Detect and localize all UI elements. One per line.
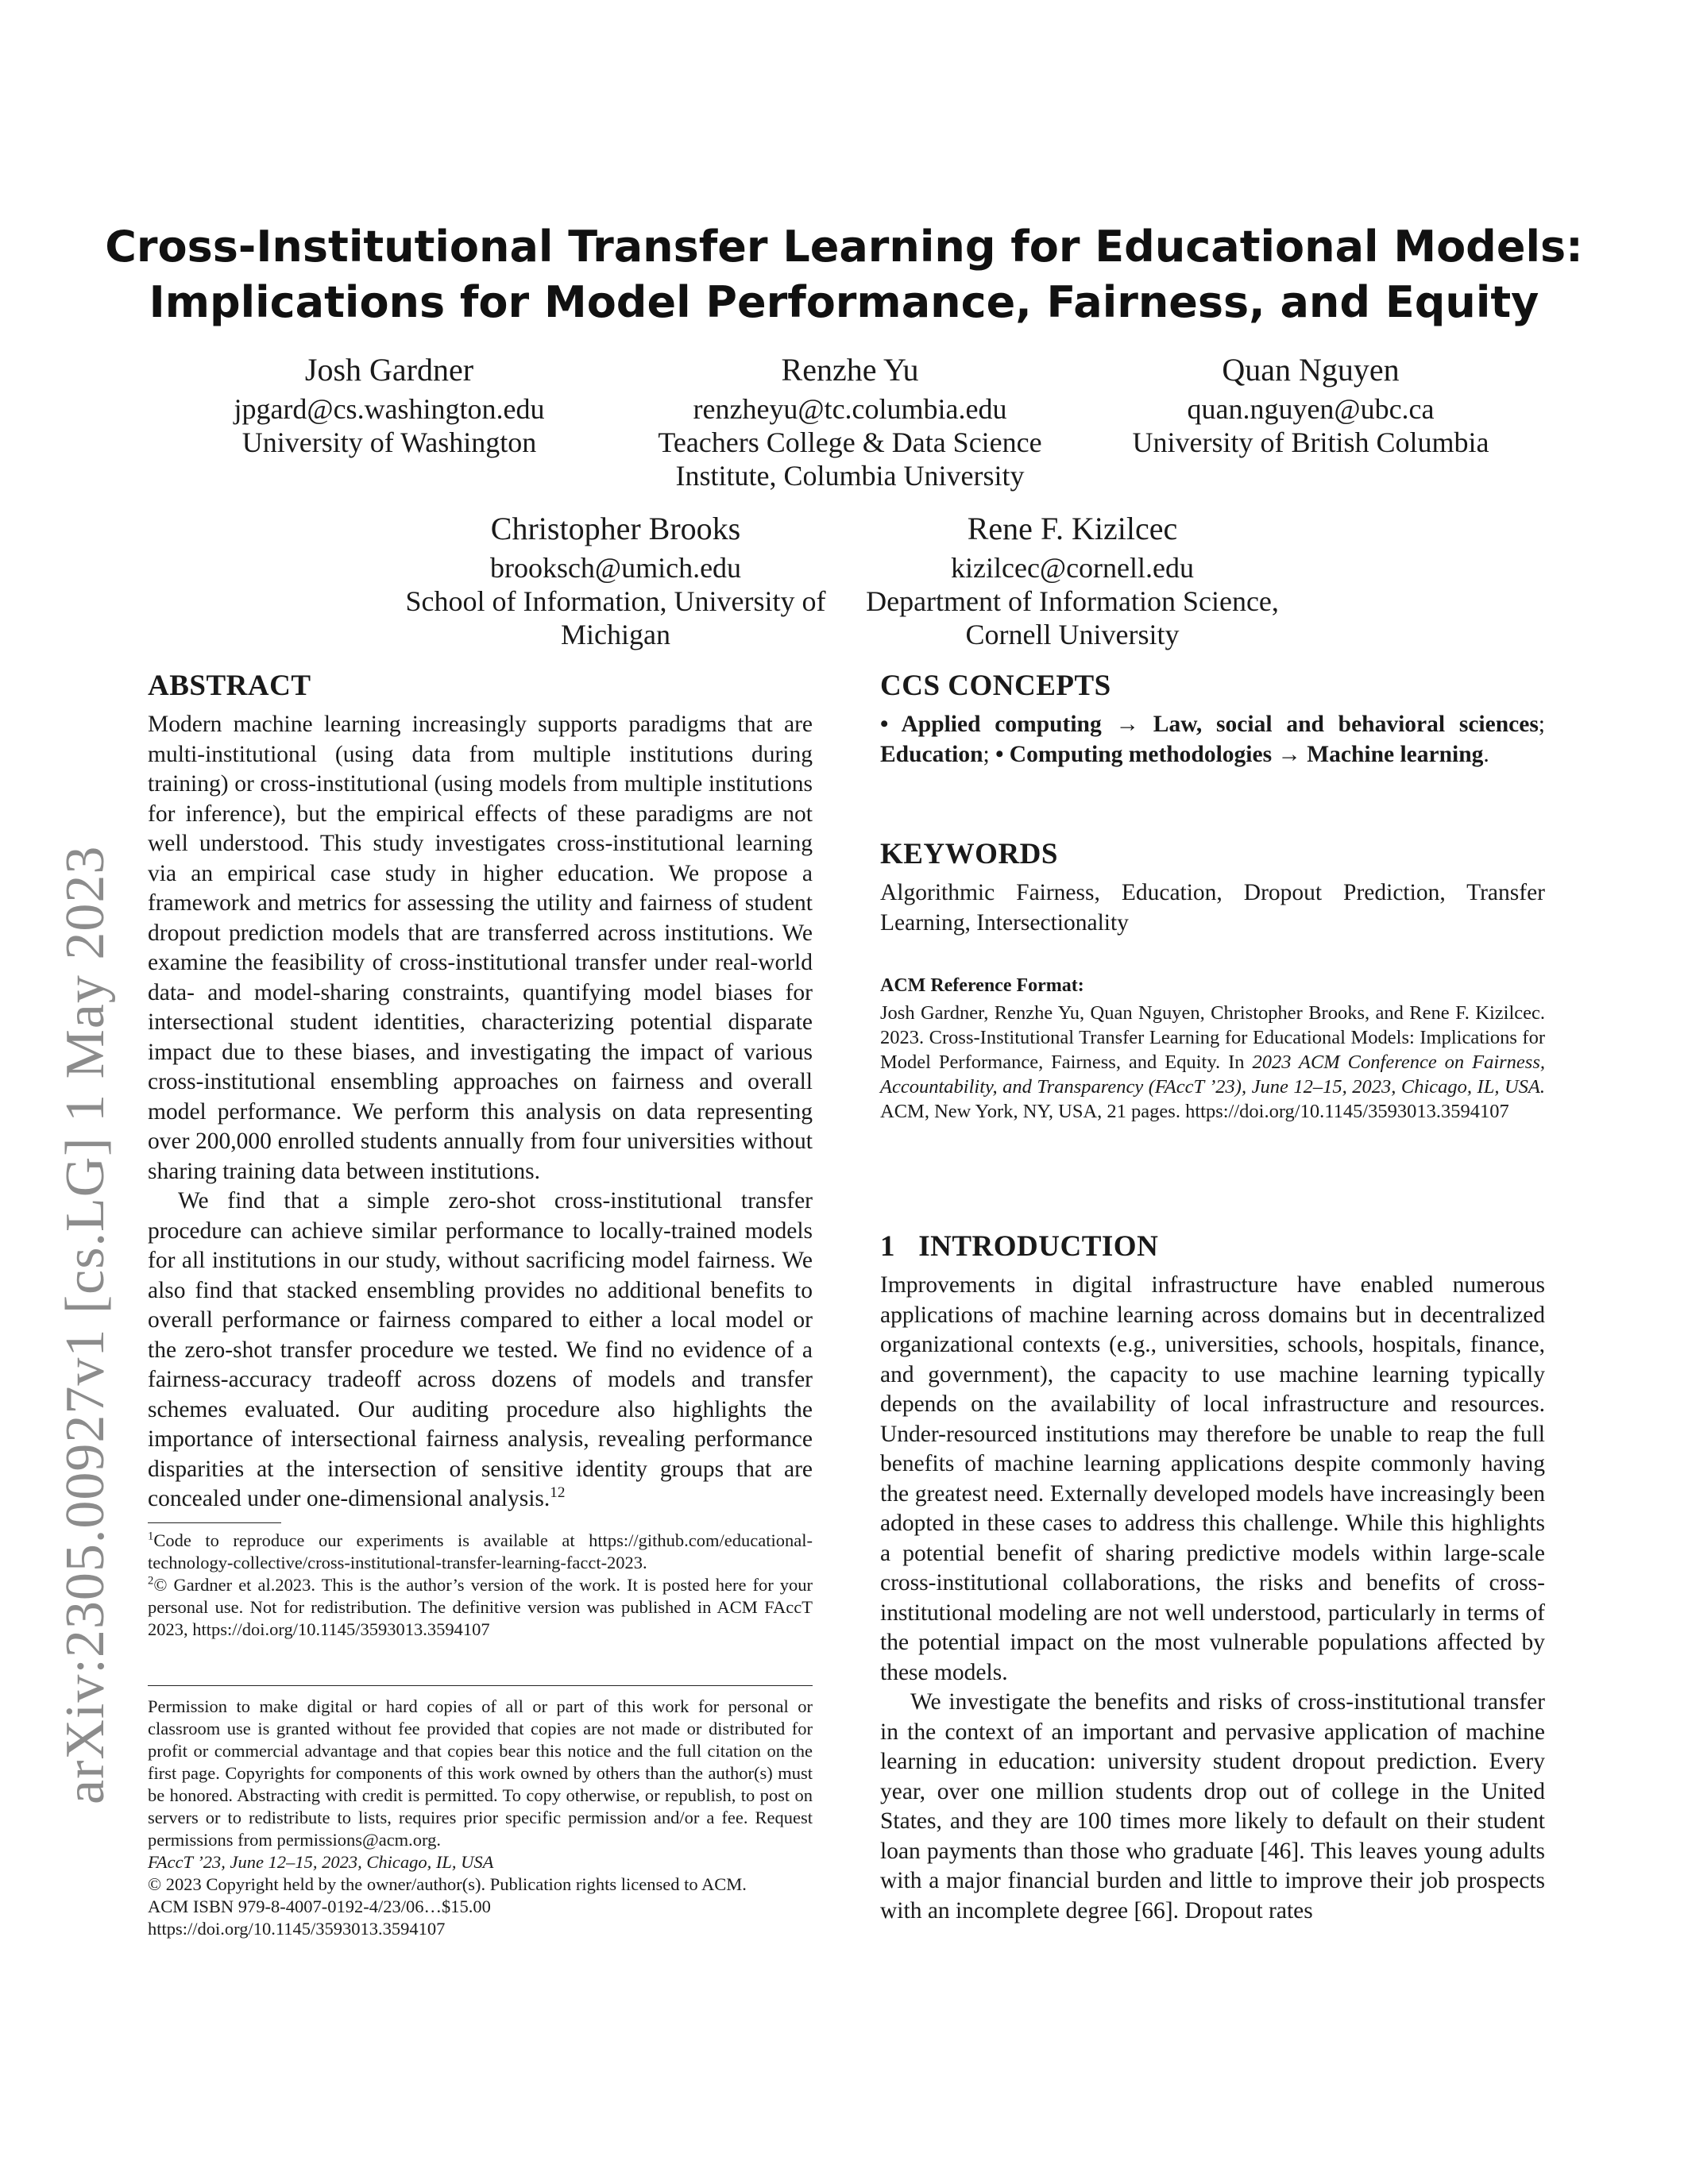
footnote-1-text: Code to reproduce our experiments is available at https://github.com/educational-technology-collective/cross-institutional-transfer-learning-facct-2023. (148, 1530, 813, 1572)
author-email: brooksch@umich.edu (489, 552, 742, 584)
introduction-heading: 1 INTRODUCTION (880, 1230, 1159, 1263)
author-affiliation: Institute, Columbia University (675, 460, 1025, 492)
author-email: renzheyu@tc.columbia.edu (693, 393, 1007, 425)
author-name: Christopher Brooks (490, 511, 741, 546)
abstract-heading: ABSTRACT (148, 669, 311, 702)
ccs-separator: ; (1538, 712, 1545, 737)
author-affiliation: University of British Columbia (1132, 426, 1489, 458)
conference-venue-text: FAccT ’23, June 12–15, 2023, Chicago, IL, USA (148, 1852, 494, 1872)
ccs-concept-3: • Computing methodologies → Machine learning (995, 741, 1484, 767)
ccs-concepts-section (880, 669, 1545, 770)
abstract-paragraph-1: Modern machine learning increasingly supports paradigms that are multi-institutional (using data from multiple institutions during training) or cross-institutional (using models from multiple institutions for inference), but the empirical effects of these paradigms are not well understood. This study investigates cross-institutional learning via an empirical case study in higher education. We propose a framework and metrics for assessing the utility and fairness of student dropout prediction models that are transferred across institutions. We examine the feasibility of cross-institutional transfer under real-world data- and model-sharing constraints, quantifying model biases for intersectional student identities, characterizing potential disparate impact due to these biases, and investigating the impact of various cross-institutional ensembling approaches on fairness and overall model performance. We perform this analysis on data representing over 200,000 enrolled students annually from four universities without sharing training data between institutions. (148, 712, 813, 1184)
footnote-1 (148, 1530, 813, 1574)
permission-block (148, 1685, 813, 1940)
ccs-separator: ; (983, 741, 996, 767)
doi-line: https://doi.org/10.1145/3593013.3594107 (148, 1919, 446, 1939)
author-name: Josh Gardner (304, 352, 474, 388)
conference-venue (148, 1851, 813, 1873)
abstract-section (148, 669, 813, 1515)
copyright-line: © 2023 Copyright held by the owner/author(s). Publication rights licensed to ACM. (148, 1874, 747, 1894)
introduction-paragraph-2: We investigate the benefits and risks of cross-institutional transfer in the context of an important and pervasive application of machine learning in education: university student dropout prediction. Every year, over one million students drop out of college in the United States, and they are 100 times more likely to default on their student loan payments than those who graduate [46]. This leaves young adults with a major financial burden and little to improve their job prospects with an incomplete degree [66]. Dropout rates (880, 1689, 1545, 1924)
author-name: Renzhe Yu (781, 352, 919, 388)
abstract-paragraph-2 (148, 1187, 813, 1515)
author-affiliation: Michigan (561, 619, 670, 650)
permission-rule (148, 1685, 813, 1686)
author-block (1096, 351, 1525, 459)
footnote-2-text: © Gardner et al.2023. This is the author’s version of the work. It is posted here for your personal use. Not for redistribution. The definitive version was published in ACM FAccT 2023, https://doi.org/10.1145/3593013.3594107 (148, 1575, 813, 1639)
paper-title (0, 219, 1688, 330)
author-name: Quan Nguyen (1222, 352, 1400, 388)
arxiv-identifier: arXiv:2305.00927v1 [cs.LG] 1 May 2023 (55, 845, 116, 1804)
abstract-paragraph-2-text: We find that a simple zero-shot cross-institutional transfer procedure can achieve similar performance to locally-trained models for all institutions in our study, without sacrificing model fairness. We also find that stacked ensembling provides no additional benefits to overall performance or fairness compared to either a local model or the zero-shot transfer procedure we tested. We find no evidence of a fairness-accuracy tradeoff across dozens of models and transfer schemes evaluated. Our auditing procedure also highlights the importance of intersectional fairness analysis, revealing performance disparities at the intersection of sensitive identity groups that are concealed under one-dimensional analysis. (148, 1188, 813, 1511)
introduction-paragraph-1: Improvements in digital infrastructure have enabled numerous applications of machine learning across domains but in decentralized organizational contexts (e.g., universities, schools, hospitals, finance, and government), the capacity to use machine learning typically depends on the availability of local infrastructure and resources. Under-resourced institutions may therefore be unable to reap the full benefits of machine learning applications despite commonly having the greatest need. Externally developed models have increasingly been adopted in these cases to address this challenge. While this highlights a potential benefit of sharing predictive models within large-scale cross-institutional collaborations, the risks and benefits of cross-institutional modeling are not well understood, particularly in terms of the potential impact on the most vulnerable populations affected by these models. (880, 1272, 1545, 1685)
author-email: quan.nguyen@ubc.ca (1187, 393, 1435, 425)
author-affiliation: University of Washington (241, 426, 537, 458)
ccs-concepts-text (880, 710, 1545, 770)
author-block (191, 351, 588, 459)
ccs-concept-2: Education (880, 741, 983, 767)
acm-reference-publisher: ACM, New York, NY, USA, 21 pages. https://doi.org/10.1145/3593013.3594107 (880, 1101, 1509, 1122)
permission-text: Permission to make digital or hard copies of all or part of this work for personal or classroom use is granted without fee provided that copies are not made or distributed for profit or commercial advantage and that copies bear this notice and the full citation on the first page. Copyrights for components of this work owned by others than the author(s) must be honored. Abstracting with credit is permitted. To copy otherwise, or republish, to post on servers or to redistribute to lists, requires prior specific permission and/or a fee. Request permissions from permissions@acm.org. (148, 1696, 813, 1850)
footnote-2-mark: 2 (148, 1574, 154, 1588)
footnotes (148, 1530, 813, 1641)
ccs-concept-1: • Applied computing → Law, social and behavioral sciences (880, 712, 1539, 737)
keywords-section (880, 837, 1545, 938)
footnote-reference: 12 (550, 1484, 566, 1502)
footnote-1-mark: 1 (148, 1530, 154, 1543)
author-email: jpgard@cs.washington.edu (234, 393, 545, 425)
title-line-1: Cross-Institutional Transfer Learning for Educational Models: (105, 222, 1583, 272)
author-affiliation: Teachers College & Data Science (658, 426, 1042, 458)
author-email: kizilcec@cornell.edu (951, 552, 1194, 584)
acm-reference-heading: ACM Reference Format: (880, 975, 1084, 996)
title-line-2: Implications for Model Performance, Fairness, and Equity (149, 277, 1539, 327)
keywords-text: Algorithmic Fairness, Education, Dropout Prediction, Transfer Learning, Intersectionality (880, 880, 1545, 936)
acm-reference-text (880, 1001, 1545, 1124)
footnote-2 (148, 1574, 813, 1641)
acm-reference-authors-title: Josh Gardner, Renzhe Yu, Quan Nguyen, Christopher Brooks, and Rene F. Kizilcec. 2023. Cross-Institutional Transfer Learning for Educational Models: Implications for Model Performance, Fairness, and Equity. In (880, 1002, 1545, 1073)
author-block (401, 510, 830, 651)
author-block (635, 351, 1064, 492)
ccs-concepts-heading: CCS CONCEPTS (880, 669, 1111, 702)
introduction-section (880, 1229, 1545, 1926)
footnote-rule (148, 1522, 281, 1523)
author-affiliation: Department of Information Science, (866, 585, 1279, 617)
author-name: Rene F. Kizilcec (967, 511, 1178, 546)
keywords-heading: KEYWORDS (880, 838, 1058, 870)
ccs-period: . (1483, 741, 1489, 767)
isbn-line: ACM ISBN 979-8-4007-0192-4/23/06…$15.00 (148, 1897, 491, 1916)
acm-reference-venue: 2023 ACM Conference on Fairness, Accountability, and Transparency (FAccT ’23), June 12–15, 2023, Chicago, IL, USA. (880, 1051, 1545, 1098)
author-affiliation: School of Information, University of (405, 585, 826, 617)
acm-reference-section (880, 974, 1545, 1124)
author-affiliation: Cornell University (965, 619, 1180, 650)
author-block (858, 510, 1287, 651)
